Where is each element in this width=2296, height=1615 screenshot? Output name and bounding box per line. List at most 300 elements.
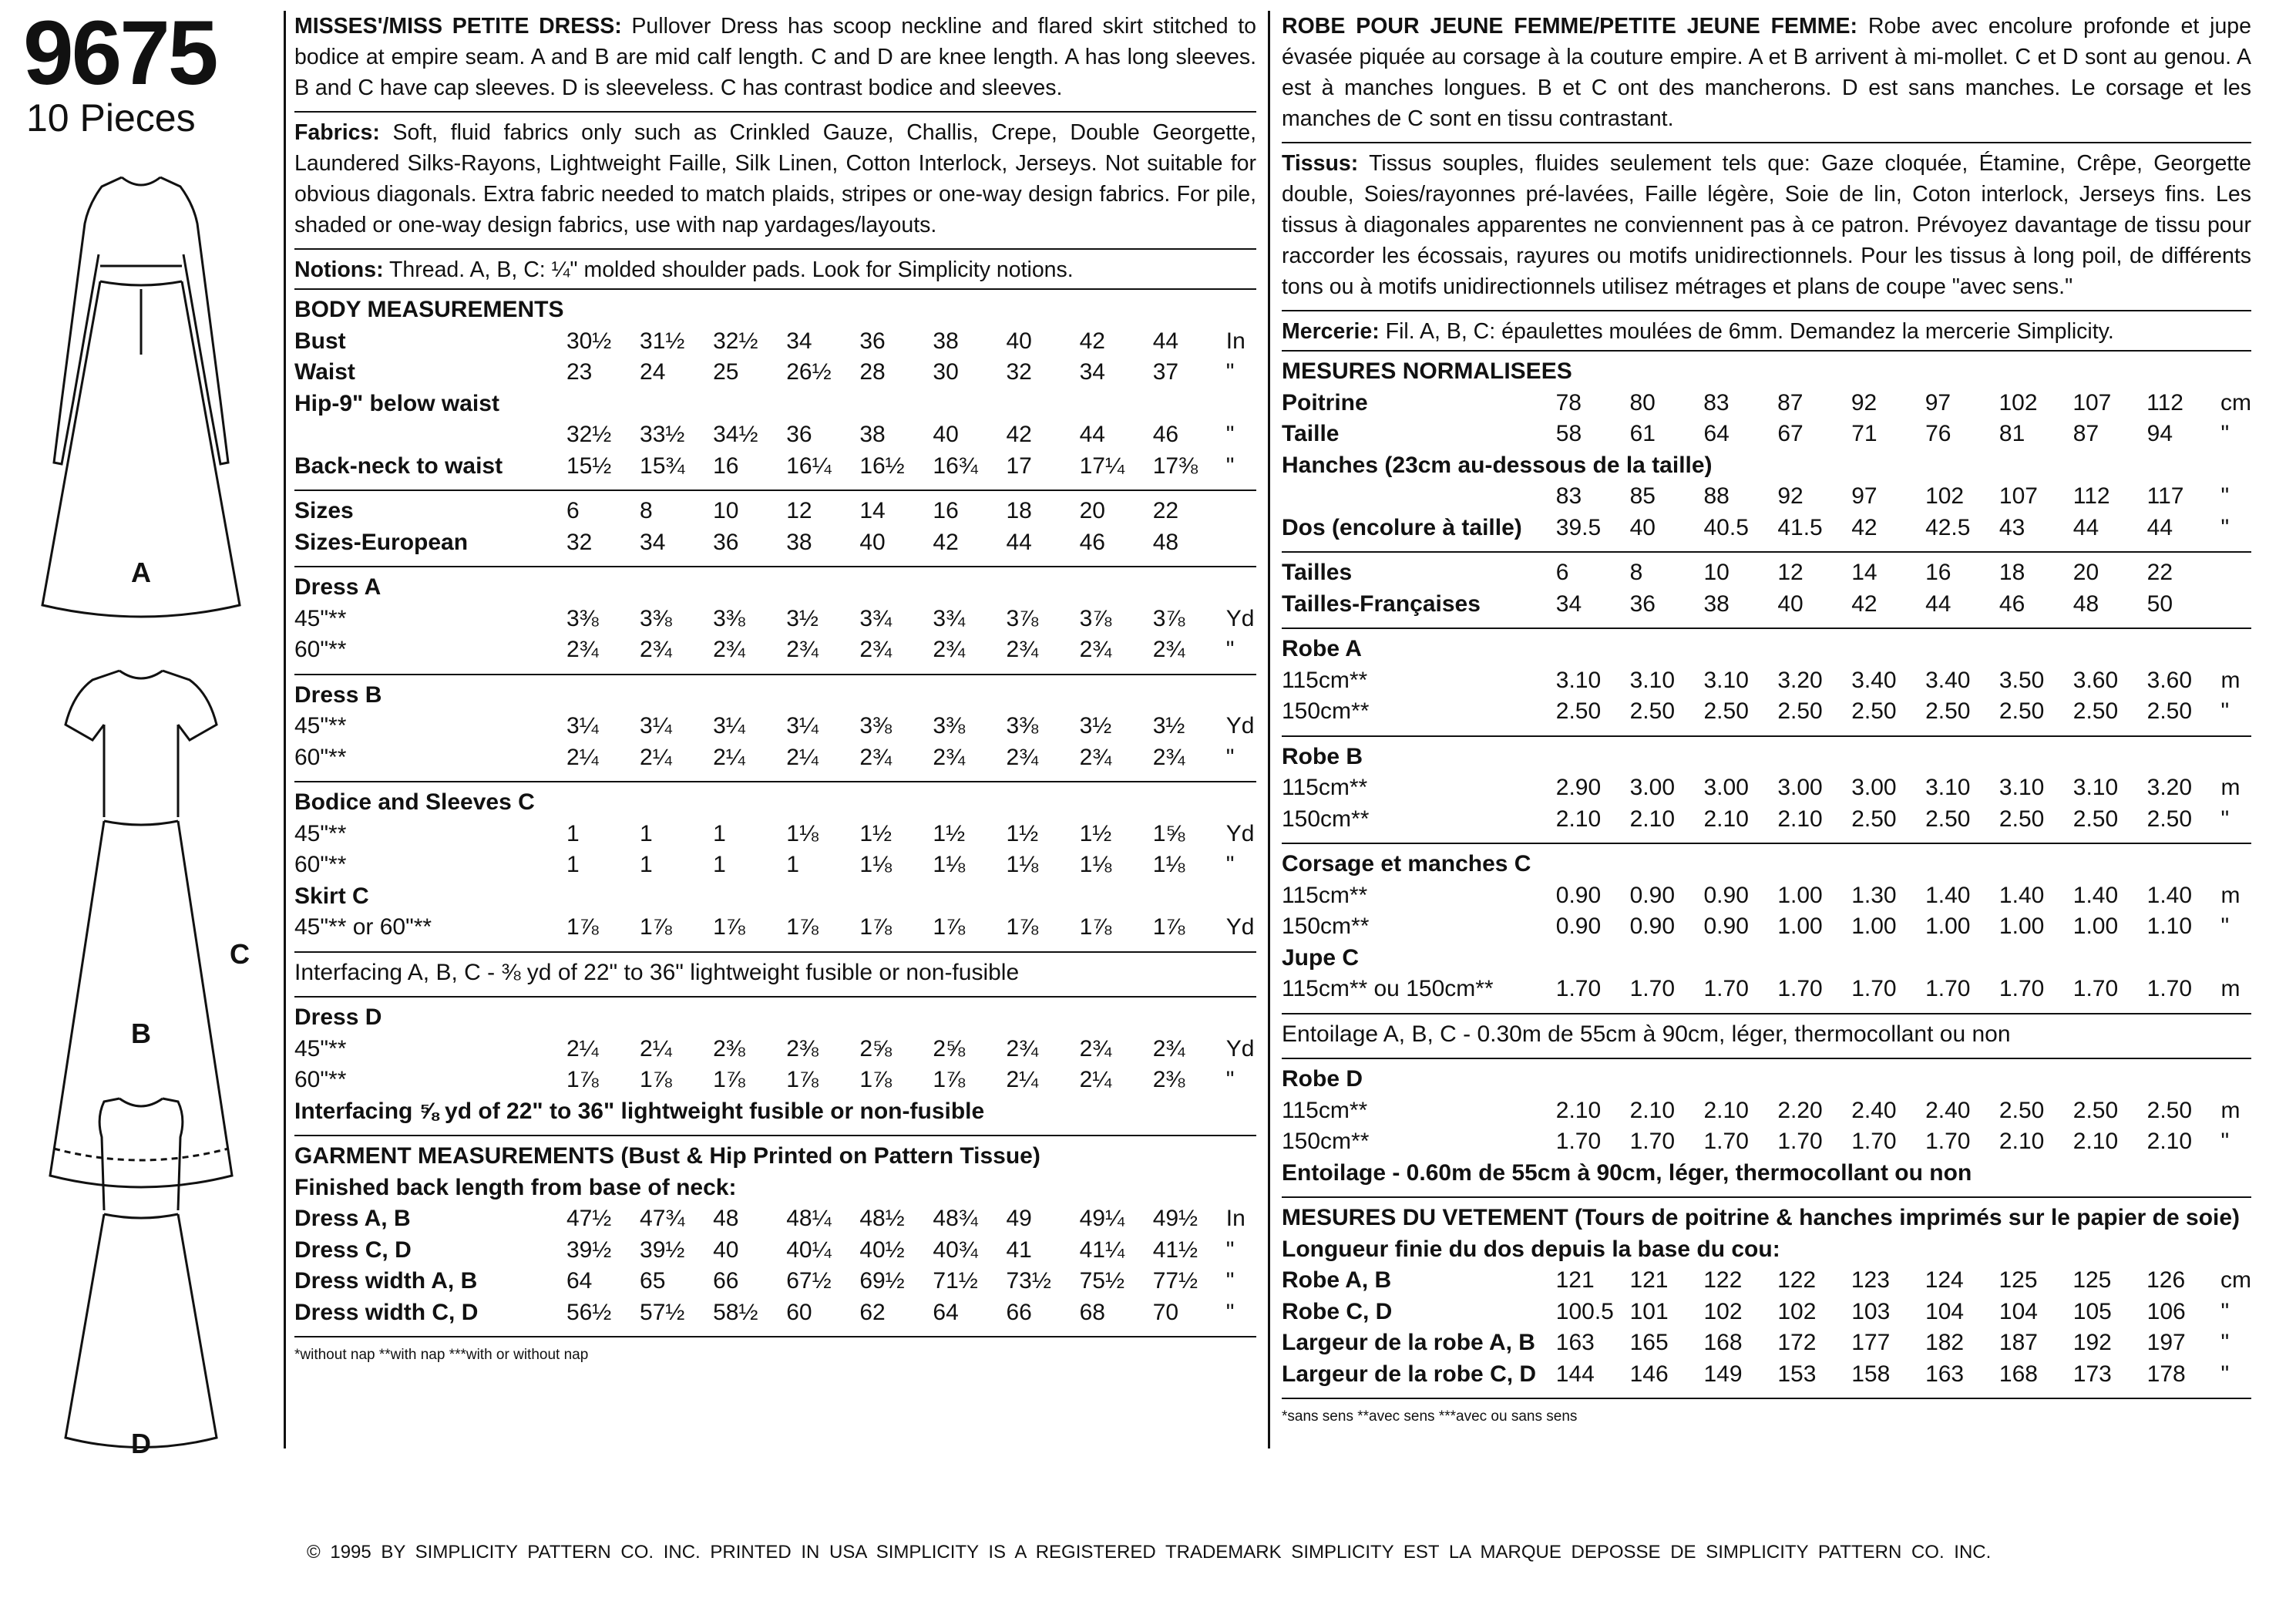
table-cell: 1.00 (1777, 882, 1823, 908)
table-cell: 1⅞ (1006, 914, 1039, 940)
table-cell: 16 (713, 453, 739, 479)
table-row (1282, 419, 2251, 450)
table-row (294, 357, 1256, 389)
english-column (294, 11, 1256, 1368)
table-cell: 40¼ (786, 1236, 832, 1263)
table-cell: 1⅛ (859, 852, 893, 878)
table-cell: 2.50 (2072, 806, 2119, 832)
table-cell: 30½ (566, 328, 612, 354)
table-cell: 48 (713, 1206, 739, 1232)
table-cell: 3.60 (2146, 667, 2193, 693)
table-cell: 44 (1079, 422, 1105, 448)
table-cell: 2¾ (566, 637, 599, 663)
table-cell: 41¼ (1079, 1236, 1124, 1263)
table-cell: 15¾ (640, 453, 685, 479)
unit-label: " (2220, 514, 2230, 540)
row-label: Back-neck to waist (294, 453, 503, 479)
table-cell: 2.90 (1555, 775, 1602, 801)
table-cell: 2.50 (2072, 1097, 2119, 1123)
row-label: 115cm** (1282, 667, 1368, 693)
unit-label: " (2220, 421, 2230, 447)
table-row (294, 634, 1256, 666)
table-cell: 3.40 (1851, 667, 1897, 693)
interfacing-abc-fr: Entoilage A, B, C - 0.30m de 55cm à 90cm, léger, thermocollant ou non (1282, 1021, 2011, 1047)
row-label: 60"** (294, 852, 347, 878)
table-cell: 26½ (786, 359, 832, 385)
table-cell: 3⅞ (1079, 605, 1112, 631)
table-cell: 1 (566, 820, 580, 846)
table-cell: 42 (1079, 328, 1105, 354)
table-cell: 101 (1629, 1298, 1669, 1324)
table-cell: 1⅞ (566, 1067, 599, 1093)
table-cell: 56½ (566, 1299, 612, 1325)
table-row (294, 451, 1256, 483)
corsage-c-title: Corsage et manches C (1282, 851, 1531, 876)
table-cell: 28 (859, 359, 886, 385)
unit-label: m (2220, 775, 2241, 801)
table-cell: 1.40 (1925, 882, 1971, 908)
table-cell: 8 (1629, 560, 1643, 586)
table-cell: 153 (1777, 1361, 1817, 1387)
table-cell: 106 (2146, 1298, 2186, 1324)
table-cell: 1⅞ (713, 914, 745, 940)
table-cell: 58 (1555, 421, 1582, 447)
row-label: Largeur de la robe C, D (1282, 1361, 1537, 1387)
unit-label: Yd (1225, 1035, 1255, 1062)
table-cell: 17⅜ (1152, 453, 1198, 479)
table-cell: 50 (2146, 590, 2173, 617)
table-cell: 3⅞ (1006, 605, 1039, 631)
table-cell: 12 (1777, 560, 1804, 586)
table-cell: 2¾ (1006, 1035, 1039, 1062)
table-cell: 2.50 (1925, 698, 1971, 725)
table-cell: 76 (1925, 421, 1951, 447)
table-cell: 1⅞ (933, 914, 966, 940)
table-cell: 1.70 (2072, 976, 2119, 1002)
row-label: Dress width A, B (294, 1268, 478, 1294)
table-cell: 36 (713, 529, 739, 555)
robe-a-title: Robe A (1282, 636, 1362, 661)
table-cell: 3⅜ (640, 605, 672, 631)
description-fr: ROBE POUR JEUNE FEMME/PETITE JEUNE FEMME: Robe avec encolure profonde et jupe évasée piquée au corsage à la couture empire. A et B arrivent à mi-mollet. C et D sont au genou. A est à manches longues. B et C ont des mancherons. D est sans manches. Le corsage et les manches de C sont en tissu contrastant. (1282, 14, 2251, 131)
row-label: 45"** (294, 713, 347, 739)
table-cell: 172 (1777, 1330, 1817, 1356)
description-en: MISSES'/MISS PETITE DRESS: Pullover Dress has scoop neckline and flared skirt stitched to bodice at empire seam. A and B are mid calf length. C and D are knee length. A has long sleeves. B and C have cap sleeves. D is sleeveless. C has contrast bodice and sleeves. (294, 14, 1256, 100)
table-row (294, 819, 1256, 850)
table-row (294, 527, 1256, 559)
row-label: Sizes (294, 498, 354, 524)
table-cell: 1.10 (2146, 913, 2193, 940)
table-row (294, 1034, 1256, 1065)
table-cell: 39½ (640, 1236, 685, 1263)
table-cell: 41.5 (1777, 514, 1823, 540)
table-cell: 41 (1006, 1236, 1032, 1263)
table-cell: 102 (1703, 1298, 1743, 1324)
table-cell: 40½ (859, 1236, 905, 1263)
row-label: Waist (294, 359, 355, 385)
table-cell: 1.00 (2072, 913, 2119, 940)
table-cell: 30 (933, 359, 959, 385)
row-label: Poitrine (1282, 389, 1368, 416)
table-cell: 16¼ (786, 453, 832, 479)
unit-label: In (1225, 328, 1245, 354)
table-cell: 34½ (713, 422, 758, 448)
table-row (294, 912, 1256, 944)
table-row (1282, 589, 2251, 621)
row-label: 60"** (294, 1067, 347, 1093)
table-row (294, 419, 1256, 451)
table-cell: 3¼ (640, 713, 672, 739)
table-cell: 2¾ (1079, 1035, 1112, 1062)
table-cell: 144 (1555, 1361, 1595, 1387)
table-cell: 1½ (1006, 820, 1039, 846)
table-cell: 40 (859, 529, 886, 555)
table-cell: 83 (1555, 483, 1582, 510)
table-cell: 122 (1703, 1267, 1743, 1294)
table-cell: 0.90 (1703, 913, 1749, 940)
table-cell: 2.50 (1925, 806, 1971, 832)
table-cell: 3⅜ (859, 713, 893, 739)
table-cell: 149 (1703, 1361, 1743, 1387)
table-row (1282, 388, 2251, 419)
table-cell: 2.50 (2146, 806, 2193, 832)
table-cell: 6 (1555, 560, 1569, 586)
footnote-fr: *sans sens **avec sens ***avec ou sans sens (1282, 1408, 1578, 1425)
table-cell: 2.10 (1703, 806, 1749, 832)
table-cell: 3.00 (1629, 775, 1676, 801)
table-cell: 10 (1703, 560, 1730, 586)
table-cell: 36 (786, 422, 812, 448)
table-cell: 42 (933, 529, 959, 555)
table-cell: 3½ (1152, 713, 1185, 739)
unit-label: m (2220, 1097, 2241, 1123)
table-cell: 2.50 (1851, 806, 1897, 832)
table-cell: 70 (1152, 1299, 1179, 1325)
table-cell: 100.5 (1555, 1298, 1614, 1324)
hip-label-fr: Hanches (23cm au-dessous de la taille) (1282, 452, 1713, 478)
table-cell: 1.70 (1629, 976, 1676, 1002)
table-cell: 105 (2072, 1298, 2112, 1324)
table-cell: 125 (1998, 1267, 2038, 1294)
table-row (1282, 1297, 2251, 1328)
finished-label-en: Finished back length from base of neck: (294, 1174, 737, 1200)
table-cell: 87 (2072, 421, 2099, 447)
table-cell: 2¼ (1079, 1067, 1112, 1093)
robe-b-title: Robe B (1282, 743, 1363, 769)
row-label: Sizes-European (294, 529, 469, 555)
unit-label: m (2220, 976, 2241, 1002)
table-cell: 1.40 (2146, 882, 2193, 908)
table-cell: 2¼ (566, 744, 599, 770)
table-cell: 2.40 (1851, 1097, 1897, 1123)
table-cell: 39½ (566, 1236, 612, 1263)
table-row (1282, 1327, 2251, 1359)
table-cell: 48½ (859, 1206, 905, 1232)
table-cell: 1 (713, 852, 726, 878)
table-cell: 49½ (1152, 1206, 1198, 1232)
dress-d-title: Dress D (294, 1004, 382, 1030)
table-cell: 3.10 (1998, 775, 2045, 801)
table-cell: 1 (713, 820, 726, 846)
table-cell: 126 (2146, 1267, 2186, 1294)
table-cell: 32½ (713, 328, 758, 354)
table-cell: 3¼ (713, 713, 745, 739)
table-cell: 2¾ (1006, 744, 1039, 770)
table-cell: 1.00 (1851, 913, 1897, 940)
table-cell: 1.00 (1777, 913, 1823, 940)
unit-label: Yd (1225, 713, 1255, 739)
table-cell: 31½ (640, 328, 685, 354)
table-cell: 192 (2072, 1330, 2112, 1356)
table-cell: 78 (1555, 389, 1582, 416)
table-cell: 46 (1152, 422, 1179, 448)
interfacing-d-fr: Entoilage - 0.60m de 55cm à 90cm, léger, thermocollant ou non (1282, 1159, 1972, 1186)
finished-label-fr: Longueur finie du dos depuis la base du cou: (1282, 1236, 1780, 1262)
table-cell: 37 (1152, 359, 1179, 385)
table-cell: 123 (1851, 1267, 1890, 1294)
table-cell: 2.10 (1629, 1097, 1676, 1123)
table-cell: 22 (2146, 560, 2173, 586)
table-cell: 3.50 (1998, 667, 2045, 693)
table-cell: 163 (1925, 1361, 1965, 1387)
table-cell: 2.50 (1629, 698, 1676, 725)
unit-label: " (2220, 698, 2230, 725)
row-label: Dress C, D (294, 1236, 412, 1263)
table-cell: 68 (1079, 1299, 1105, 1325)
table-cell: 40.5 (1703, 514, 1749, 540)
table-cell: 102 (1925, 483, 1965, 510)
table-row (1282, 696, 2251, 728)
table-cell: 64 (566, 1268, 593, 1294)
table-row (1282, 557, 2251, 589)
table-cell: 40 (1777, 590, 1804, 617)
row-label: 45"** (294, 605, 347, 631)
table-cell: 125 (2072, 1267, 2112, 1294)
unit-label: " (1225, 453, 1235, 479)
table-cell: 2¾ (859, 744, 893, 770)
table-cell: 2.50 (1998, 698, 2045, 725)
table-cell: 3½ (786, 605, 819, 631)
table-cell: 14 (1851, 560, 1877, 586)
table-row (294, 1203, 1256, 1235)
table-cell: 1 (786, 852, 799, 878)
garment-title-en: GARMENT MEASUREMENTS (Bust & Hip Printed on Pattern Tissue) (294, 1143, 1040, 1169)
table-cell: 33½ (640, 422, 685, 448)
table-cell: 18 (1998, 560, 2025, 586)
table-cell: 1⅞ (859, 1067, 893, 1093)
table-cell: 0.90 (1629, 882, 1676, 908)
table-cell: 67½ (786, 1268, 832, 1294)
table-cell: 2⅝ (933, 1035, 966, 1062)
table-cell: 44 (1152, 328, 1179, 354)
row-label: 45"** (294, 820, 347, 846)
view-letter-b: B (131, 1018, 151, 1049)
table-cell: 1⅛ (1079, 852, 1112, 878)
table-cell: 40 (713, 1236, 739, 1263)
table-cell: 2¾ (859, 637, 893, 663)
table-cell: 38 (786, 529, 812, 555)
table-cell: 104 (1998, 1298, 2038, 1324)
table-cell: 1⅞ (1152, 914, 1185, 940)
table-cell: 85 (1629, 483, 1656, 510)
table-cell: 61 (1629, 421, 1656, 447)
table-cell: 3.00 (1777, 775, 1823, 801)
table-cell: 1⅞ (713, 1067, 745, 1093)
robe-d-title: Robe D (1282, 1066, 1363, 1092)
table-cell: 2¼ (640, 1035, 672, 1062)
table-cell: 80 (1629, 389, 1656, 416)
table-cell: 124 (1925, 1267, 1964, 1294)
table-cell: 67 (1777, 421, 1804, 447)
table-cell: 15½ (566, 453, 612, 479)
table-cell: 2.10 (1555, 806, 1602, 832)
table-cell: 182 (1925, 1330, 1965, 1356)
table-cell: 42 (1851, 514, 1877, 540)
row-label: 115cm** (1282, 1097, 1368, 1123)
table-cell: 2¾ (1152, 744, 1185, 770)
table-cell: 87 (1777, 389, 1804, 416)
table-row (1282, 513, 2251, 544)
table-cell: 2.50 (1555, 698, 1602, 725)
table-cell: 3.10 (1925, 775, 1971, 801)
table-cell: 2.10 (2072, 1129, 2119, 1155)
table-cell: 2.50 (1703, 698, 1749, 725)
table-cell: 158 (1851, 1361, 1891, 1387)
table-cell: 48¾ (933, 1206, 978, 1232)
garment-title-fr: MESURES DU VETEMENT (Tours de poitrine & hanches imprimés sur le papier de soie) (1282, 1205, 2241, 1230)
table-cell: 104 (1925, 1298, 1965, 1324)
table-cell: 3.10 (2072, 775, 2119, 801)
table-cell: 3.60 (2072, 667, 2119, 693)
unit-label: m (2220, 667, 2241, 693)
row-label: Tailles-Françaises (1282, 590, 1481, 617)
row-label: 115cm** (1282, 775, 1368, 801)
table-cell: 92 (1851, 389, 1877, 416)
unit-label: " (2220, 1361, 2230, 1387)
table-cell: 64 (933, 1299, 959, 1325)
table-row (294, 1065, 1256, 1096)
row-label: 150cm** (1282, 913, 1370, 940)
table-cell: 71½ (933, 1268, 978, 1294)
table-cell: 2¼ (640, 744, 672, 770)
table-cell: 6 (566, 498, 580, 524)
table-cell: 1.00 (1998, 913, 2045, 940)
table-cell: 112 (2072, 483, 2110, 510)
row-label: Dress A, B (294, 1206, 411, 1232)
table-cell: 36 (859, 328, 886, 354)
table-cell: 23 (566, 359, 593, 385)
body-measurements-title-fr: MESURES NORMALISEES (1282, 358, 1572, 384)
table-cell: 197 (2146, 1330, 2186, 1356)
table-cell: 2¼ (1006, 1067, 1039, 1093)
table-cell: 177 (1851, 1330, 1891, 1356)
table-cell: 34 (786, 328, 812, 354)
table-cell: 17 (1006, 453, 1032, 479)
row-label: Robe A, B (1282, 1267, 1392, 1294)
table-cell: 1½ (1079, 820, 1112, 846)
table-cell: 62 (859, 1299, 886, 1325)
table-cell: 2⅝ (859, 1035, 893, 1062)
table-cell: 2.50 (2072, 698, 2119, 725)
table-cell: 1.70 (1703, 1129, 1749, 1155)
hip-label: Hip-9" below waist (294, 390, 499, 416)
table-cell: 34 (1079, 359, 1105, 385)
table-cell: 168 (1998, 1361, 2038, 1387)
table-cell: 1⅞ (1079, 914, 1112, 940)
table-cell: 71 (1851, 421, 1877, 447)
unit-label: " (2220, 483, 2230, 510)
fabrics-en: Fabrics: Soft, fluid fabrics only such as Crinkled Gauze, Challis, Crepe, Double Georgette, Laundered Silks-Rayons, Lightweight Faille, Silk Linen, Cotton Interlock, Jerseys. Not suitable for obvious diagonals. Extra fabric needed to match plaids, stripes or one-way design fabrics. For pile, shaded or one-way design fabrics, use with nap yardages/layouts. (294, 120, 1256, 237)
notions-fr: Mercerie: Fil. A, B, C: épaulettes moulées de 6mm. Demandez la mercerie Simplicity. (1282, 319, 2114, 344)
unit-label: Yd (1225, 820, 1255, 846)
unit-label: " (1225, 1067, 1235, 1093)
table-row (294, 1266, 1256, 1297)
table-cell: 64 (1703, 421, 1730, 447)
unit-label: " (1225, 359, 1235, 385)
unit-label: " (1225, 1299, 1235, 1325)
table-cell: 42 (1851, 590, 1877, 617)
row-label: Bust (294, 328, 346, 354)
table-cell: 16¾ (933, 453, 978, 479)
table-cell: 3⅜ (566, 605, 599, 631)
table-cell: 1.70 (1851, 1129, 1897, 1155)
table-cell: 1⅞ (859, 914, 893, 940)
table-cell: 1.70 (1851, 976, 1897, 1002)
table-cell: 32½ (566, 422, 612, 448)
table-cell: 1⅛ (1006, 852, 1039, 878)
table-cell: 1.70 (1998, 976, 2045, 1002)
table-cell: 48¼ (786, 1206, 832, 1232)
table-cell: 2.50 (2146, 698, 2193, 725)
table-cell: 3.20 (1777, 667, 1823, 693)
table-cell: 2.10 (2146, 1129, 2193, 1155)
table-cell: 2.10 (1703, 1097, 1749, 1123)
table-row (294, 1297, 1256, 1329)
table-cell: 2.10 (1555, 1097, 1602, 1123)
table-cell: 0.90 (1555, 882, 1602, 908)
table-cell: 2.10 (1777, 806, 1823, 832)
table-cell: 1⅞ (566, 914, 599, 940)
unit-label: " (2220, 806, 2230, 832)
table-cell: 1 (640, 852, 653, 878)
table-cell: 3.40 (1925, 667, 1971, 693)
table-cell: 2¾ (640, 637, 672, 663)
view-d-sketch (66, 1099, 217, 1448)
table-cell: 2.10 (1629, 806, 1676, 832)
table-row (294, 326, 1256, 358)
table-cell: 2¾ (1079, 637, 1112, 663)
table-cell: 12 (786, 498, 812, 524)
table-cell: 178 (2146, 1361, 2186, 1387)
row-label: 45"** or 60"** (294, 914, 432, 940)
table-row (1282, 1265, 2251, 1297)
table-cell: 3¾ (933, 605, 966, 631)
table-cell: 1½ (859, 820, 893, 846)
table-cell: 3.00 (1703, 775, 1749, 801)
table-cell: 44 (2072, 514, 2099, 540)
table-cell: 107 (1998, 483, 2038, 510)
table-cell: 102 (1777, 1298, 1817, 1324)
table-cell: 16 (1925, 560, 1951, 586)
view-letter-a: A (131, 557, 151, 588)
table-cell: 49¼ (1079, 1206, 1124, 1232)
unit-label: Yd (1225, 605, 1255, 631)
table-cell: 3¾ (859, 605, 893, 631)
table-cell: 1.70 (2146, 976, 2193, 1002)
table-cell: 34 (640, 529, 666, 555)
table-cell: 40¾ (933, 1236, 978, 1263)
table-cell: 3⅞ (1152, 605, 1185, 631)
